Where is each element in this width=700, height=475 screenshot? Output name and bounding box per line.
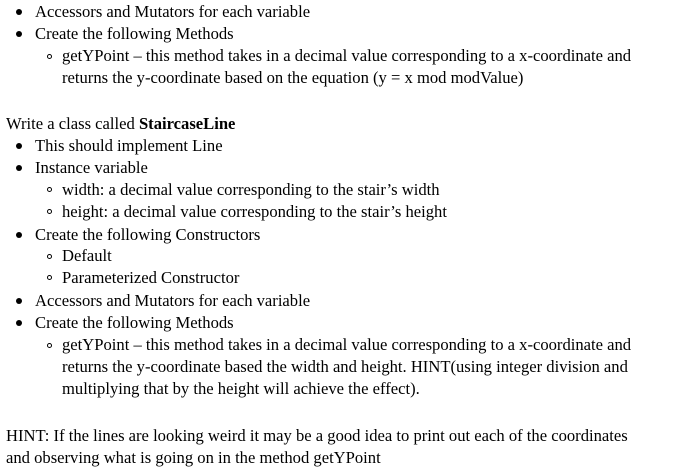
bullet-circle-icon [47, 187, 52, 192]
constructor-default: Default [62, 246, 112, 265]
class-intro-prefix: Write a class called [6, 114, 139, 133]
hint-line1: HINT: If the lines are looking weird it may be a good idea to print out each of the coordinates [6, 426, 628, 445]
bullet-circle-icon [47, 209, 52, 214]
bullet-create-methods: Create the following Methods [35, 24, 234, 43]
method-getypoint-line2: returns the y-coordinate based on the equation (y = x mod modValue) [62, 68, 524, 87]
bullet-disc-icon [16, 143, 22, 149]
bullet-circle-icon [47, 254, 52, 259]
bullet-circle-icon [47, 343, 52, 348]
method-getypoint-line1: getYPoint – this method takes in a decimal value corresponding to a x-coordinate and [62, 46, 632, 65]
variable-width: width: a decimal value corresponding to the stair’s width [62, 180, 440, 199]
class-name: StaircaseLine [138, 114, 236, 133]
bullet-circle-icon [47, 275, 52, 280]
bullet-disc-icon [16, 165, 22, 171]
method2-getypoint-line1: getYPoint – this method takes in a decimal value corresponding to a x-coordinate and [62, 335, 632, 354]
method2-getypoint-line2: returns the y-coordinate based the width and height. HINT(using integer division and [62, 357, 628, 376]
bullet-disc-icon [16, 9, 22, 15]
bullet-disc-icon [16, 298, 22, 304]
bullet-disc-icon [16, 320, 22, 326]
bullet-accessors-mutators: Accessors and Mutators for each variable [35, 2, 311, 21]
bullet-create-methods-2: Create the following Methods [35, 313, 234, 332]
constructor-parameterized: Parameterized Constructor [62, 268, 240, 287]
class-intro [6, 113, 235, 135]
bullet-disc-icon [16, 232, 22, 238]
bullet-implement-line: This should implement Line [35, 136, 223, 155]
method2-getypoint-line3: multiplying that by the height will achieve the effect). [62, 379, 420, 398]
bullet-disc-icon [16, 31, 22, 37]
bullet-constructors: Create the following Constructors [35, 225, 261, 244]
hint-line2: and observing what is going on in the method getYPoint [6, 448, 381, 467]
bullet-accessors-mutators-2: Accessors and Mutators for each variable [35, 291, 311, 310]
bullet-instance-variable: Instance variable [35, 158, 148, 177]
bullet-circle-icon [47, 54, 52, 59]
variable-height: height: a decimal value corresponding to the stair’s height [62, 202, 447, 221]
